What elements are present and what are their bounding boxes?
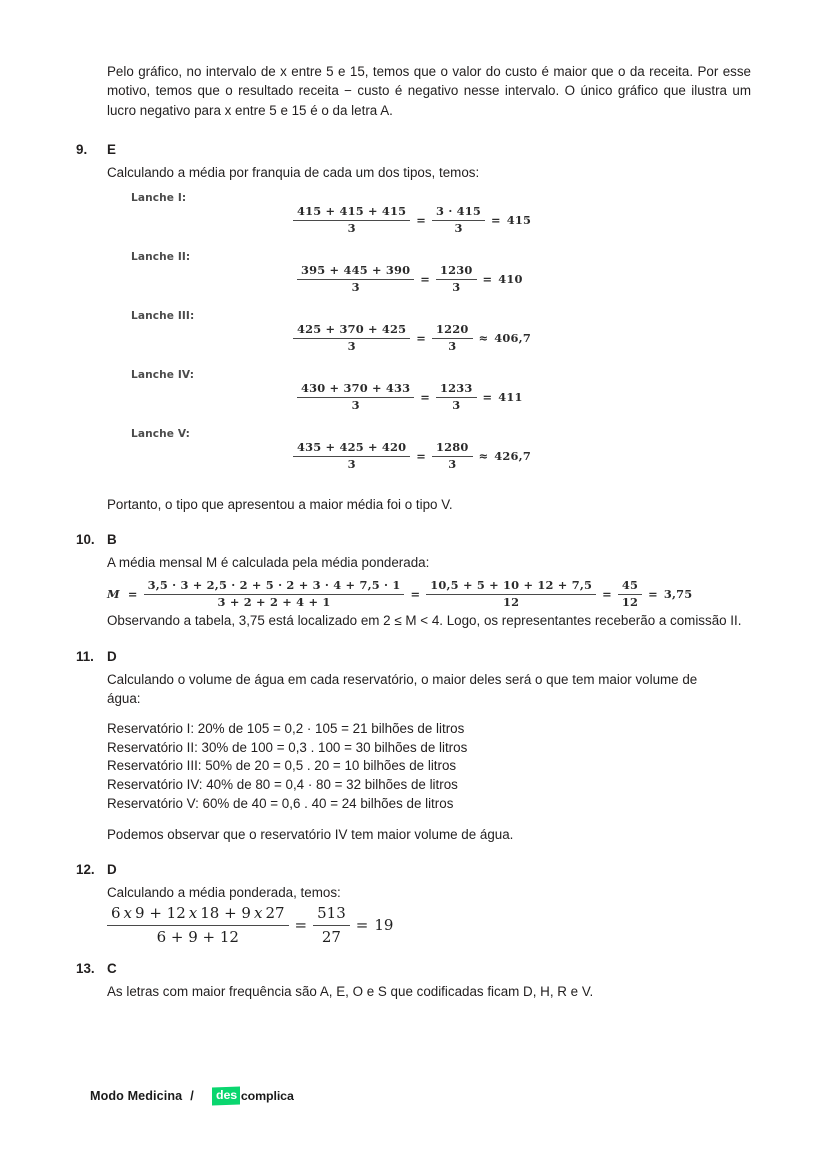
equals-sign: = — [648, 586, 658, 601]
question-13-number: 13. — [76, 961, 95, 977]
intro-paragraph: Pelo gráfico, no intervalo de x entre 5 e 15, temos que o valor do custo é maior que o da receita. Por esse motivo, temos que o resultado receita − custo é negativo nesse intervalo. O único gráfico que ilustra um lucro negativo para x entre 5 e 15 é o da letra A. — [107, 64, 751, 118]
fraction: $\frac{6 x 9 + 12 x 18 + 9 x 27}{6 + 9 + 12}$ — [107, 905, 289, 946]
approx-sign: ≈ — [478, 448, 489, 463]
question-12-number: 12. — [76, 862, 95, 878]
lanche-formula — [293, 323, 531, 353]
list-item: Reservatório IV: 40% de 80 = 0,4 · 80 = 32 bilhões de litros — [107, 776, 458, 792]
question-10-answer: B — [107, 532, 117, 548]
question-9-intro: Calculando a média por franquia de cada um dos tipos, temos: — [107, 164, 480, 180]
question-13 — [76, 959, 752, 1001]
fraction: $\frac{513}{27}$ — [313, 905, 350, 946]
variable-m: M — [107, 586, 120, 601]
numerator: 6 x 9 + 12 x 18 + 9 x 27 — [107, 905, 289, 926]
result-value: 426,7 — [494, 448, 531, 463]
approx-sign: ≈ — [478, 330, 489, 345]
list-item: Reservatório V: 60% de 40 = 0,6 . 40 = 24 bilhões de litros — [107, 795, 454, 811]
question-13-intro: As letras com maior frequência são A, E, O e S que codificadas ficam D, H, R e V. — [107, 984, 594, 1000]
lanche-formula — [293, 205, 531, 235]
fraction: $\frac{1233}{3}$ — [436, 382, 477, 412]
lanche-row — [107, 192, 752, 251]
fraction: $\frac{1280}{3}$ — [432, 441, 473, 471]
question-10 — [76, 530, 752, 630]
result-value: 411 — [498, 389, 523, 404]
list-item: Reservatório III: 50% de 20 = 0,5 . 20 = 10 bilhões de litros — [107, 758, 457, 774]
question-11-number: 11. — [76, 648, 94, 664]
question-9 — [76, 140, 752, 515]
equals-sign: = — [482, 271, 493, 286]
question-12-answer: D — [107, 862, 117, 878]
fraction: $\frac{10,5 + 5 + 10 + 12 + 7,5}{12}$ — [426, 579, 596, 609]
fraction: $\frac{45}{12}$ — [618, 579, 642, 609]
result-value: 3,75 — [663, 586, 693, 601]
lanche-formula — [297, 382, 523, 412]
lanche-label: Lanche V: — [131, 428, 190, 441]
lanche-row — [107, 369, 752, 428]
question-12 — [76, 860, 752, 945]
result-value: 410 — [498, 271, 523, 286]
lanche-label: Lanche IV: — [131, 369, 195, 382]
question-10-number: 10. — [76, 532, 95, 548]
equals-sign: = — [491, 212, 501, 227]
fraction: $\frac{415 + 415 + 415}{3}$ — [293, 205, 410, 235]
question-11-answer: D — [107, 648, 117, 664]
equals-sign: = — [482, 389, 493, 404]
descomplica-logo — [212, 1087, 294, 1105]
fraction: $\frac{1220}{3}$ — [432, 323, 473, 353]
equals-sign: = — [410, 586, 421, 601]
question-9-answer: E — [107, 141, 116, 157]
question-13-answer: C — [107, 961, 117, 977]
fraction: $\frac{3,5 \cdot 3 + 2,5 \cdot 2 + 5 \cdot 2 + 3 \cdot 4 + 7,5 \cdot 1}{3 + 2 + 2 + 4 + 1}$ — [144, 579, 405, 609]
question-11-conclusion: Podemos observar que o reservatório IV tem maior volume de água. — [107, 827, 514, 843]
fraction: $\frac{3 \cdot 415}{3}$ — [432, 205, 485, 235]
question-11-intro: Calculando o volume de água em cada reservatório, o maior deles será o que tem maior volume de água: — [107, 671, 698, 706]
lanche-label: Lanche II: — [131, 251, 191, 264]
lanche-label: Lanche III: — [131, 310, 195, 323]
document-content — [76, 62, 752, 1002]
lanche-row — [107, 251, 752, 310]
question-10-conclusion: Observando a tabela, 3,75 está localizado em 2 ≤ M < 4. Logo, os representantes receberão a comissão II. — [107, 613, 742, 629]
equals-sign: = — [355, 916, 369, 935]
equals-sign: = — [416, 212, 427, 227]
question-11 — [76, 647, 752, 845]
question-9-conclusion: Portanto, o tipo que apresentou a maior média foi o tipo V. — [107, 497, 453, 513]
logo-badge: des — [212, 1086, 240, 1105]
fraction: $\frac{430 + 370 + 433}{3}$ — [297, 382, 414, 412]
fraction: $\frac{1230}{3}$ — [436, 264, 477, 294]
footer-separator: / — [190, 1089, 194, 1103]
list-item: Reservatório II: 30% de 100 = 0,3 . 100 = 30 bilhões de litros — [107, 739, 468, 755]
footer-brand: Modo Medicina — [90, 1089, 183, 1103]
lanche-row — [107, 310, 752, 369]
equals-sign: = — [294, 916, 308, 935]
logo-word: complica — [240, 1089, 294, 1103]
lanche-formula — [297, 264, 523, 294]
equals-sign: = — [127, 586, 138, 601]
page-footer — [90, 1087, 294, 1105]
result-value: 19 — [374, 916, 394, 935]
fraction: $\frac{425 + 370 + 425}{3}$ — [293, 323, 410, 353]
equals-sign: = — [420, 389, 431, 404]
question-10-intro: A média mensal M é calculada pela média ponderada: — [107, 555, 430, 571]
question-12-formula — [107, 905, 393, 946]
equals-sign: = — [602, 586, 612, 601]
equals-sign: = — [416, 330, 427, 345]
result-value: 415 — [506, 212, 532, 227]
lanche-formula — [293, 441, 531, 471]
lanche-row — [107, 428, 752, 487]
list-item: Reservatório I: 20% de 105 = 0,2 · 105 = 21 bilhões de litros — [107, 721, 465, 737]
fraction: $\frac{435 + 425 + 420}{3}$ — [293, 441, 410, 471]
question-12-intro: Calculando a média ponderada, temos: — [107, 885, 341, 901]
lanche-label: Lanche I: — [131, 192, 187, 205]
equals-sign: = — [420, 271, 431, 286]
equals-sign: = — [416, 448, 427, 463]
question-10-formula — [107, 579, 692, 609]
question-9-number: 9. — [76, 141, 88, 157]
result-value: 406,7 — [494, 330, 531, 345]
fraction: $\frac{395 + 445 + 390}{3}$ — [297, 264, 414, 294]
